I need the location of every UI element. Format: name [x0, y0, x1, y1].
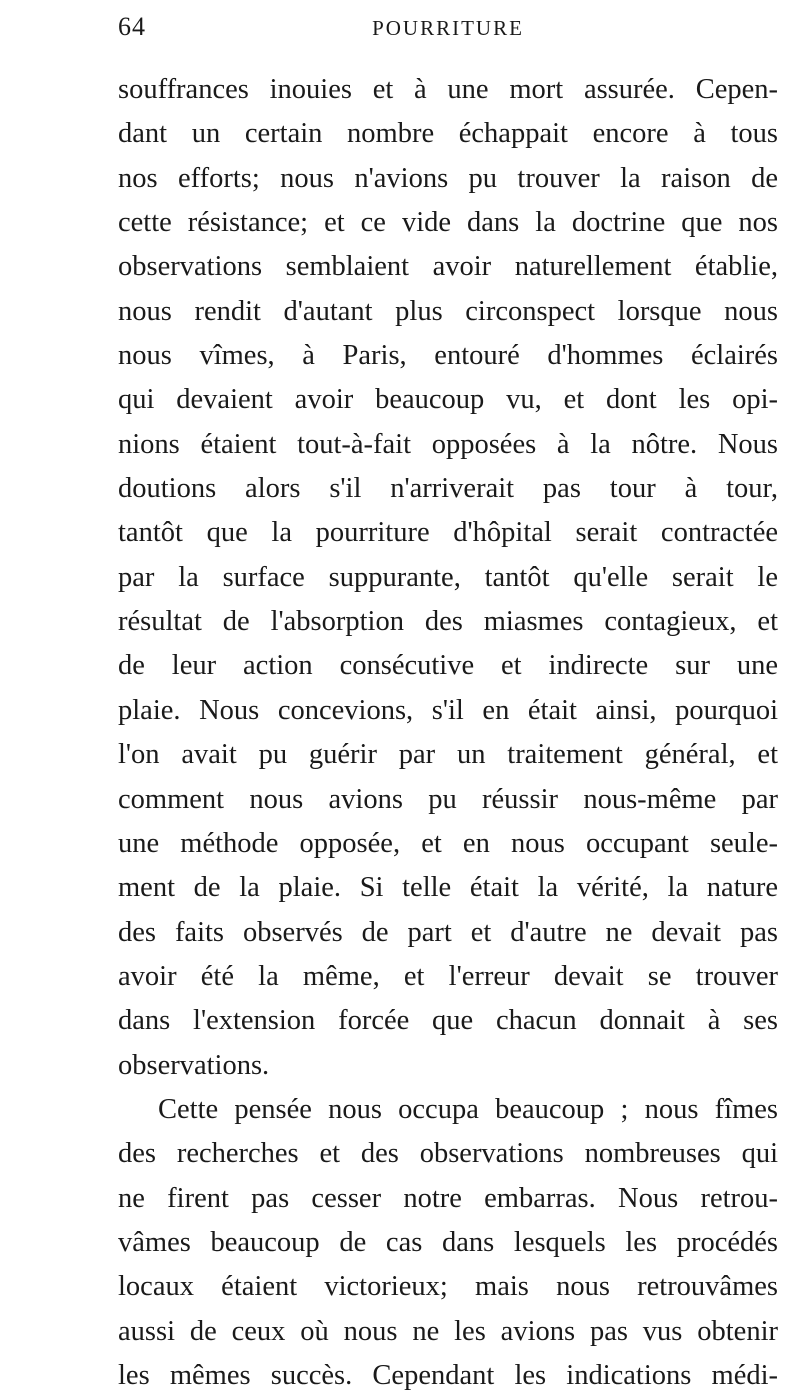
page-number: 64 [118, 12, 146, 41]
text-line: plaie. Nous concevions, s'il en était ainsi, pourquoi [118, 694, 778, 726]
text-line: par la surface suppurante, tantôt qu'elle serait le [118, 561, 778, 593]
text-line: doutions alors s'il n'arriverait pas tour à tour, [118, 473, 778, 505]
running-head: POURRITURE [372, 16, 524, 40]
text-line: tantôt que la pourriture d'hôpital serait contractée [118, 517, 778, 549]
text-line: résultat de l'absorption des miasmes contagieux, et [118, 606, 778, 638]
text-line: observations. [118, 1049, 270, 1081]
text-line: nos efforts; nous n'avions pu trouver la raison de [118, 162, 778, 194]
text-line: qui devaient avoir beaucoup vu, et dont les opi- [118, 384, 778, 416]
text-line: observations semblaient avoir naturellement établie, [118, 251, 778, 283]
text-line: les mêmes succès. Cependant les indications médi- [118, 1359, 778, 1391]
text-line: souffrances inouies et à une mort assurée. Cepen- [118, 74, 778, 105]
text-line: dans l'extension forcée que chacun donnait à ses [118, 1005, 778, 1037]
text-line: des recherches et des observations nombreuses qui [118, 1138, 778, 1170]
text-line: Cette pensée nous occupa beaucoup ; nous fîmes [158, 1093, 778, 1125]
text-line: nions étaient tout-à-fait opposées à la nôtre. Nous [118, 428, 778, 460]
text-line: ment de la plaie. Si telle était la vérité, la nature [118, 872, 778, 904]
text-line: avoir été la même, et l'erreur devait se trouver [118, 960, 778, 992]
text-line: aussi de ceux où nous ne les avions pas vus obtenir [118, 1315, 778, 1347]
text-line: locaux étaient victorieux; mais nous retrouvâmes [118, 1271, 778, 1303]
text-line: de leur action consécutive et indirecte sur une [118, 650, 778, 682]
paragraph-2 [118, 1088, 778, 1398]
text-line: comment nous avions pu réussir nous-même par [118, 783, 778, 815]
page-header [118, 12, 778, 52]
text-line: cette résistance; et ce vide dans la doctrine que nos [118, 207, 778, 239]
text-line: une méthode opposée, et en nous occupant seule- [118, 827, 778, 859]
paragraph-1 [118, 68, 778, 1088]
text-line: ne firent pas cesser notre embarras. Nous retrou- [118, 1182, 778, 1214]
text-line: nous rendit d'autant plus circonspect lorsque nous [118, 295, 778, 327]
text-line: l'on avait pu guérir par un traitement général, et [118, 739, 778, 771]
text-line: nous vîmes, à Paris, entouré d'hommes éclairés [118, 340, 778, 372]
text-line: dant un certain nombre échappait encore à tous [118, 118, 778, 150]
text-line: vâmes beaucoup de cas dans lesquels les procédés [118, 1226, 778, 1258]
body-text [118, 68, 778, 1398]
text-line: des faits observés de part et d'autre ne devait pas [118, 916, 778, 948]
